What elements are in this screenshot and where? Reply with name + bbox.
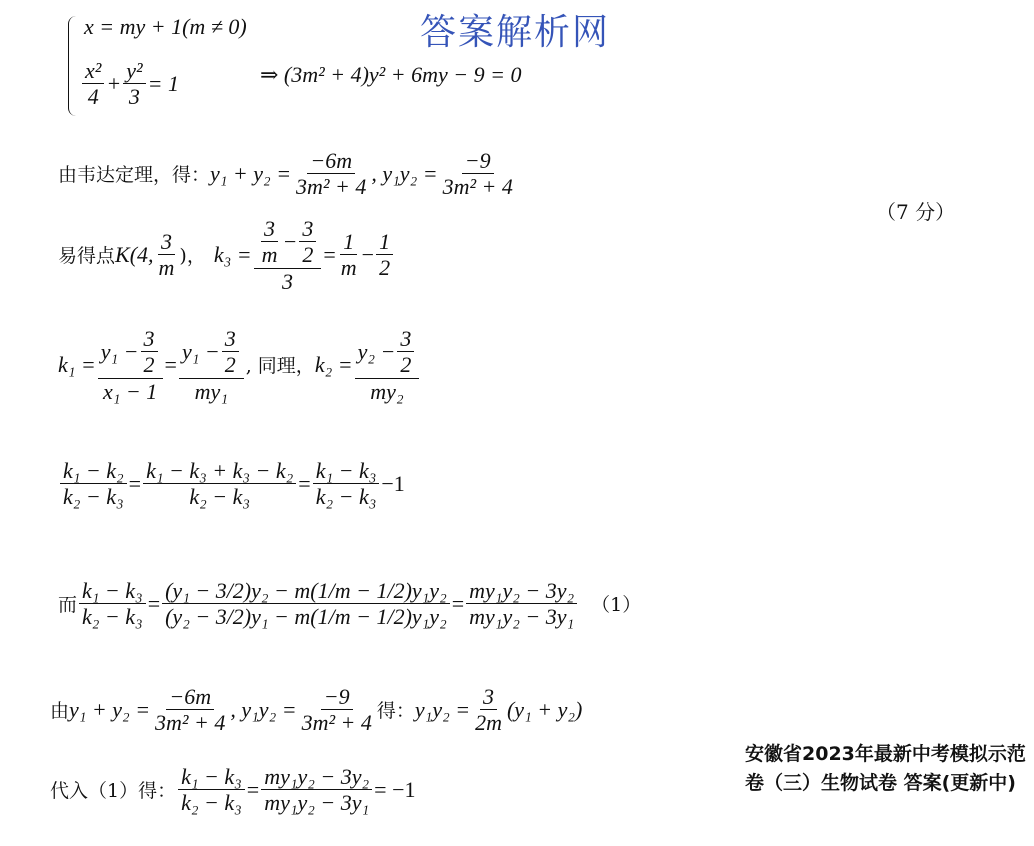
substitute-line: 代入（1）得： $\frac{\text{k₁ − k₃}}{\text{k₂ − k₃}}$ = $\frac{\text{my₁y₂ − 3y₂}}{\text{my₁y₂ − 3y₁}}$ = −1 (50, 764, 416, 816)
watermark: 答案解析网 (420, 12, 611, 53)
equation-system (60, 8, 280, 118)
system-result: ⇒ (3m² + 4)y² + 6my − 9 = 0 (260, 62, 522, 87)
vieta-line: 由韦达定理，得： y₁ + y₂ = $\frac{-6m}{\text{3m² + 4}}$ , y₁y₂ = $\frac{-9}{\text{3m² + 4}}$ (58, 148, 513, 200)
ratio-line: $\frac{\text{k₁ − k₂}}{\text{k₂ − k₃}}$ = $\frac{\text{k₁ − k₃ + k₃ − k₂}}{\text{k₂ − k₃}}$ = $\frac{\text{k₁ − k₃}}{\text{k₂ − k₃}}$ −1 (58, 458, 405, 510)
system-eq1: x = my + 1(m ≠ 0) (84, 14, 247, 39)
score-note: （7 分） (876, 200, 956, 224)
from-line: 由 y₁ + y₂ = $\frac{-6m}{\text{3m² + 4}}$ , y₁y₂ = $\frac{-9}{\text{3m² + 4}}$ 得： y₁y₂ = $\frac{3}{2m}$ (y₁ + y₂) (50, 684, 583, 736)
k1-k2-line: k₁ = y₁ − $\frac{3}{2}$ x₁ − 1 = y₁ − $\frac{3}{2}$ my₁ , 同理， k₂ = y₂ − $\frac{3}{2}$ my₂ (58, 326, 421, 404)
left-brace (68, 16, 79, 116)
footer-link[interactable]: 安徽省2023年最新中考模拟示范卷（三）生物试卷 答案(更新中) (745, 743, 1026, 794)
pointk-line: 易得点 K(4, $\frac{3}{m}$ )， k₃ = $\frac{3}{m}$ − $\frac{3}{2}$ 3 = $\frac{1}{m}$ − $\frac{1}{2}$ (58, 216, 395, 294)
er-line: 而 $\frac{\text{k₁ − k₃}}{\text{k₂ − k₃}}$ = $\frac{\text{(y₁ − 3/2)y₂ − m(1/m − 1/2)y₁y₂}}{\text{(y₂ − 3/2)y₁ − m(1/m − 1/2)y₁y₂}}$ = $\frac{\text{my₁y₂ − 3y₂}}{\text{my₁y₂ − 3y₁}}$ （1） (58, 578, 642, 630)
system-eq2: $\frac{\text{x²}}{4}$ + $\frac{\text{y²}}{3}$ = 1 (80, 58, 179, 110)
